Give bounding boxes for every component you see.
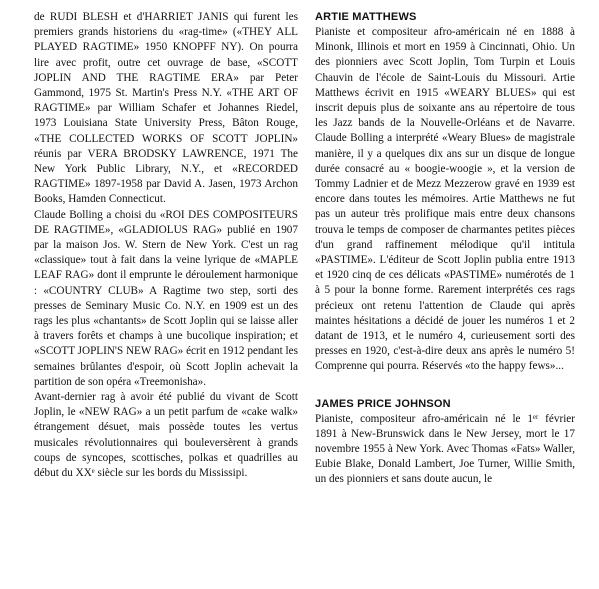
heading-artie-matthews: ARTIE MATTHEWS	[315, 11, 417, 23]
right-column	[315, 10, 575, 488]
paragraph-bibliography: de RUDI BLESH et d'HARRIET JANIS qui furent les premiers grands historiens du «rag-time» («THEY ALL PLAYED RAGTIME» 1950 KNOPFF NY). On pourra lire avec profit, outre cet ouvrage de base, «SCOTT JOPLIN AND THE RAGTIME ERA» par Peter Gammond, 1975 St. Martin's Press N.Y. «THE ART OF RAGTIME» par William Schafer et Johannes Riedel, 1973 Louisiana State University Press, Bâton Rouge, «THE COLLECTED WORKS OF SCOTT JOPLIN» réunis par VERA BRODSKY LAWRENCE, 1971 The New York Public Library, N.Y., et «RECORDED RAGTIME» 1897-1958 par David A. Jasen, 1973 Archon Books, Hamden Connecticut.	[34, 11, 298, 206]
section-spacer	[315, 375, 575, 397]
paragraph-james-price-johnson: Pianiste, compositeur afro-américain né le 1ᵉʳ février 1891 à New-Brunswick dans le New Jersey, mort le 17 novembre 1955 à New York. Avec Thomas «Fats» Waller, Eubie Blake, Donald Lambert, Joe Turner, Willie Smith, un des pionniers et sans doute aucun, le	[315, 412, 575, 486]
paragraph-artie-matthews: Pianiste et compositeur afro-américain né en 1888 à Minonk, Illinois et mort en 1959 à Cincinnati, Ohio. Un des pionniers avec Scott Joplin, Tom Turpin et Louis Chauvin de l'école de Saint-Louis du Missouri. Artie Matthews écrivit en 1915 «WEARY BLUES» qui est inscrit depuis plus de soixante ans au répertoire de tous les Jazz bands de la Nouvelle-Orléans et de Navarre. Claude Bolling a interprété «Weary Blues» de magistrale manière, il y a quelques dix ans sur un disque de longue durée consacré au « boogie-woogie », et la version de Tommy Ladnier et de Mezz Mezzerow gravé en 1939 est encore dans toutes les mémoires. Artie Matthews ne fut pas un auteur très prolifique mais entre deux chansons trouva le temps de composer de charmantes petites pièces d'un grand raffinement mélodique qu'il intitula «PASTIME». L'éditeur de Scott Joplin publia entre 1913 et 1920 cinq de ces délicats «PASTIME» numérotés de 1 à 5 pour la bonne forme. Rarement interprétés ces rags précieux ont retenu l'attention de Claude qui après maintes hésitations a décidé de jouer les numéros 1 et 2 datant de 1913, et le numéro 4, curieusement sorti des presses en 1920, c'est-à-dire deux ans après le numéro 5! Comprenne qui pourra. Réservés «to the happy fews»...	[315, 26, 575, 373]
left-column	[34, 10, 298, 481]
paragraph-new-rag: Avant-dernier rag à avoir été publié du vivant de Scott Joplin, le «NEW RAG» a un petit parfum de «cake walk» étrangement désuet, mais possède toutes les vertus musicales révolutionnaires qui bouleversèrent à grands coups de syncopes, scottisches, polkas et quadrilles au début du XXᵉ siècle sur les bords du Mississipi.	[34, 391, 298, 480]
heading-james-price-johnson: JAMES PRICE JOHNSON	[315, 397, 451, 410]
section-artie-matthews	[315, 10, 575, 375]
section-james-price-johnson	[315, 397, 575, 488]
paragraph-gladiolus-rag: Claude Bolling a choisi du «ROI DES COMPOSITEURS DE RAGTIME», «GLADIOLUS RAG» publié en 1907 par la maison Jos. W. Stern de New York. C'est un rag «classique» tout à fait dans la veine lyrique de «MAPLE LEAF RAG» dont il emprunte le déroulement harmonique : «COUNTRY CLUB» A Ragtime two step, sorti des presses de Seminary Music Co. N.Y. en 1909 est un des rags les plus «chantants» de Scott Joplin qui se laisse aller à travers forêts et champs à une bucolique inspiration; et «SCOTT JOPLIN'S NEW RAG» écrit en 1912 pendant les semaines brûlantes d'espoir, où Scott Joplin achevait la partition de son opéra «Treemonisha».	[34, 208, 298, 388]
